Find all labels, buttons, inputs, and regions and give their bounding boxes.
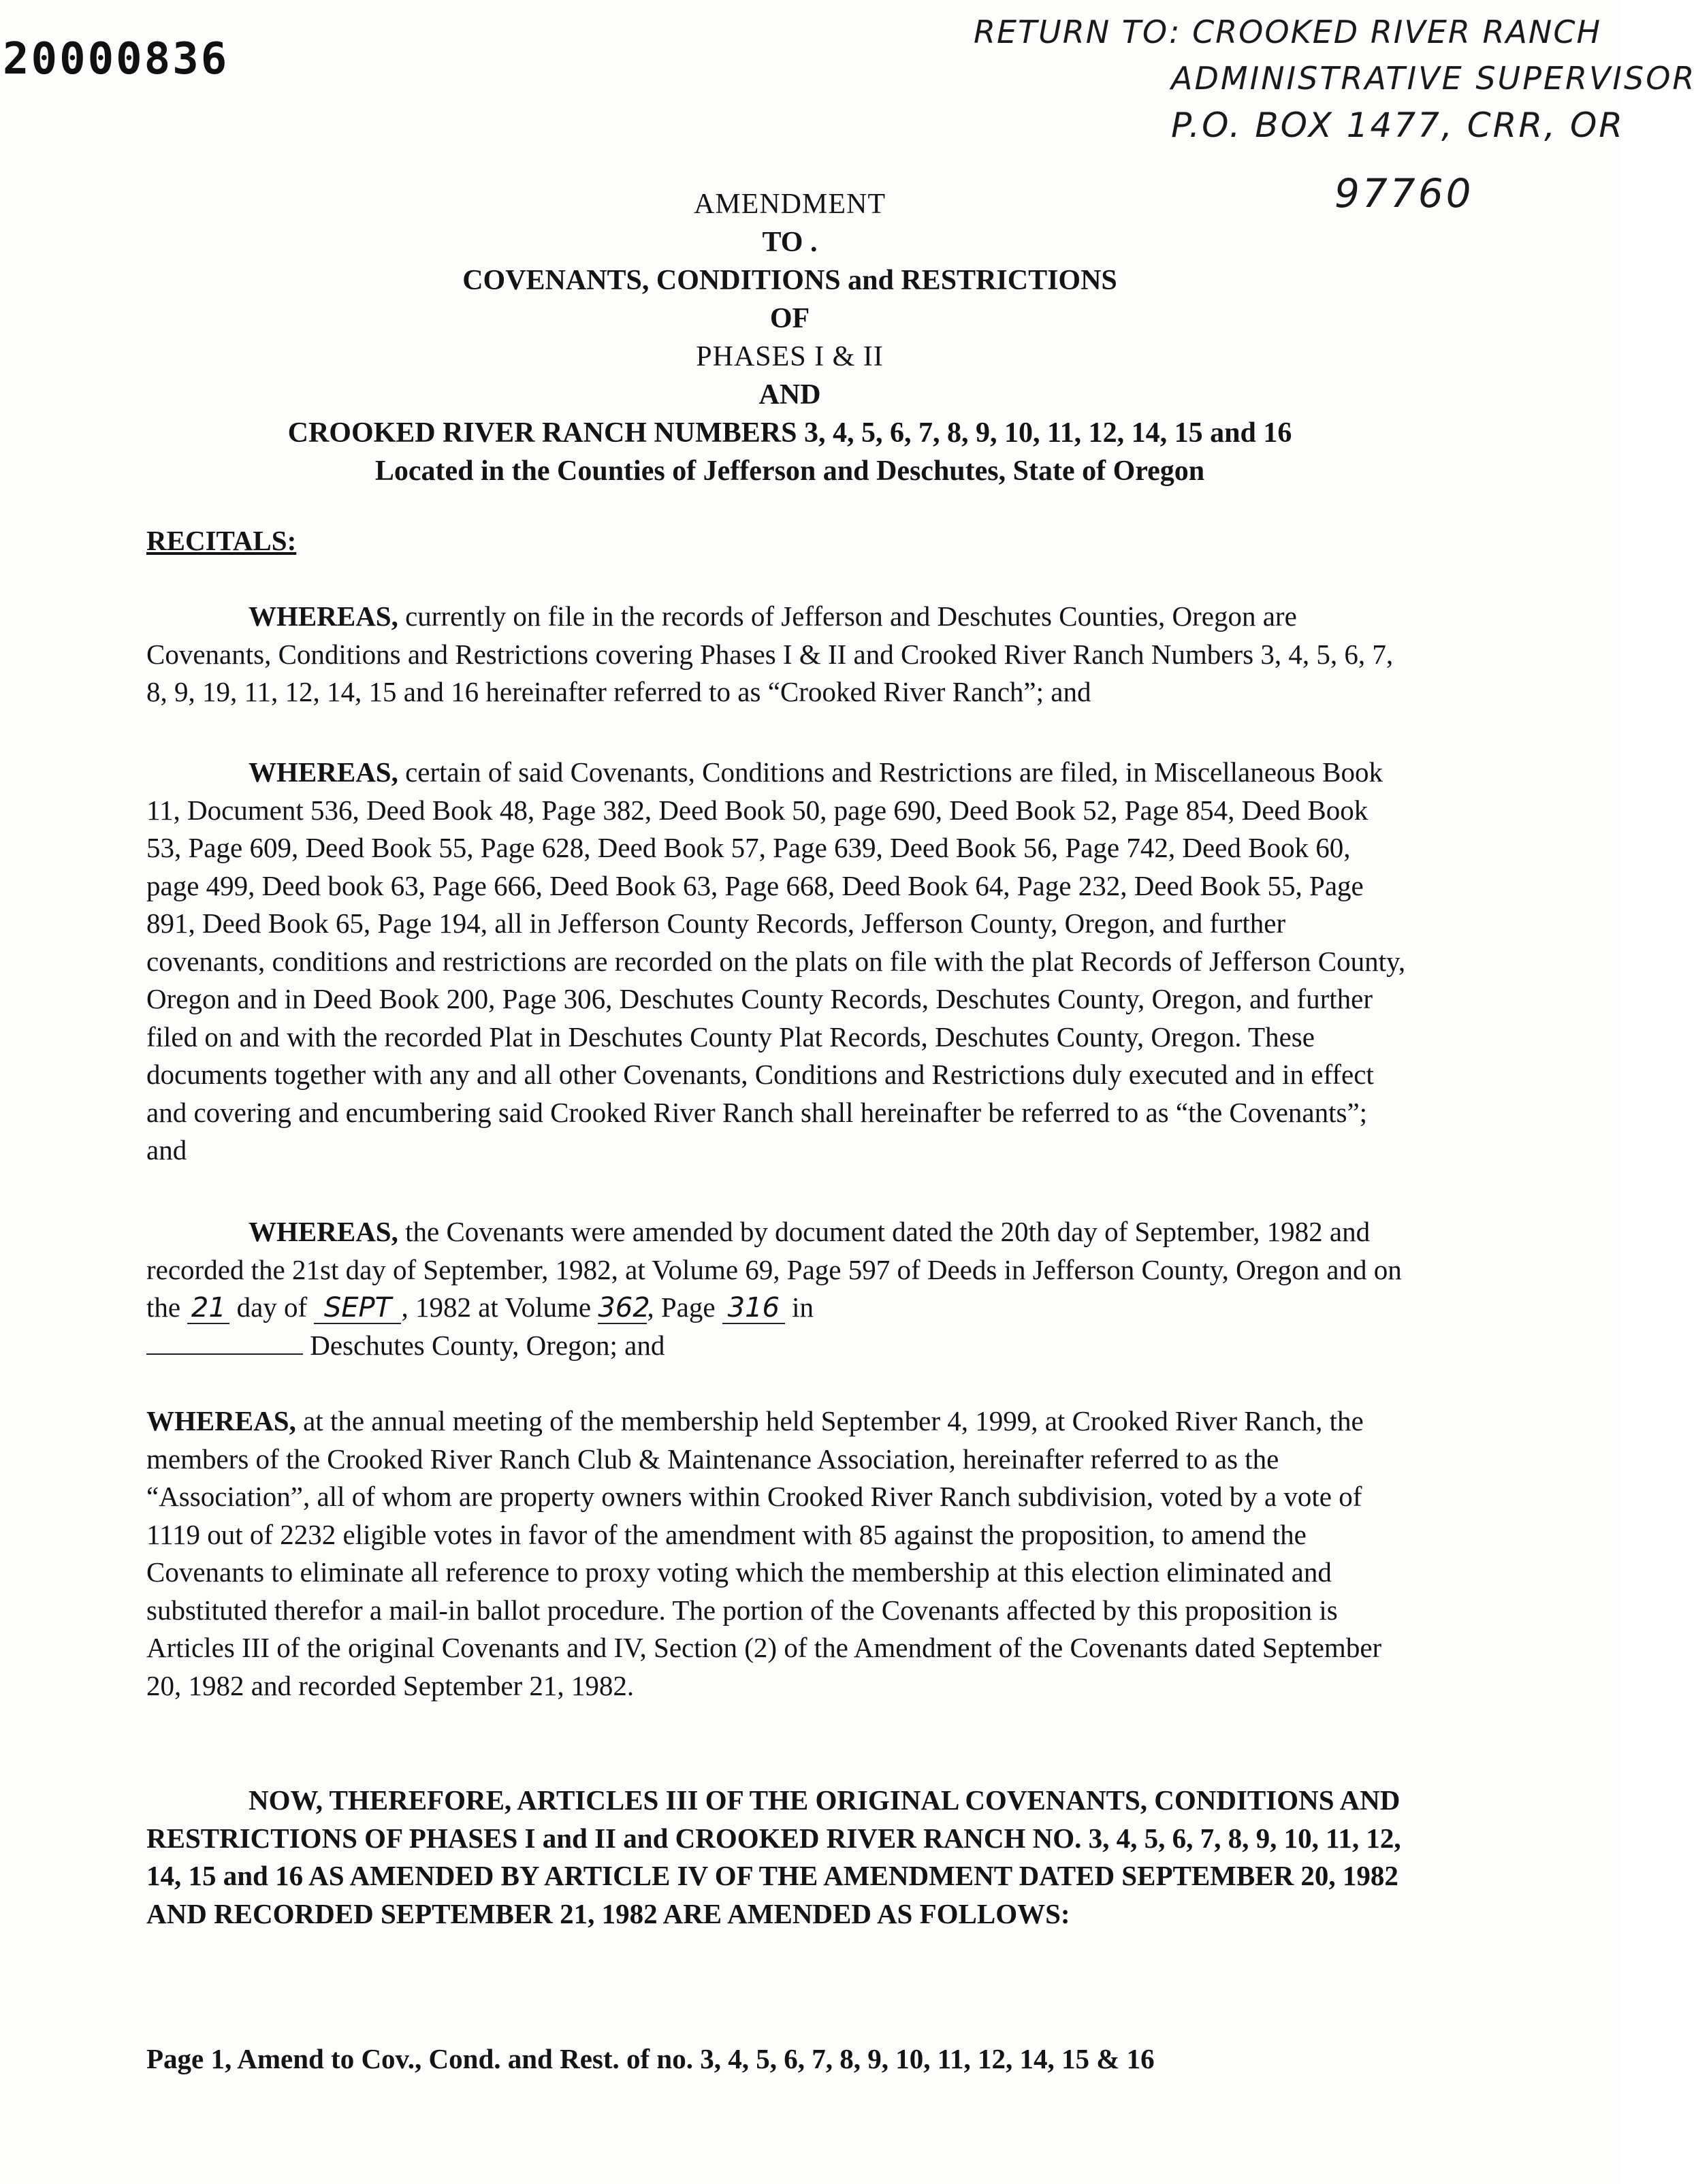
recorded-volume-fill: 362 <box>598 1292 650 1323</box>
handwritten-return-address-zip: 97760 <box>1334 170 1474 216</box>
recorded-month-fill: SEPT <box>314 1293 401 1324</box>
recital-paragraph-3 <box>146 1213 1409 1364</box>
recital-paragraph-1 <box>146 598 1409 711</box>
title-line-ranch-numbers: CROOKED RIVER RANCH NUMBERS 3, 4, 5, 6, 7, 8, 9, 10, 11, 12, 14, 15 and 16 <box>287 417 1292 449</box>
recital-3-text-e: in <box>784 1291 814 1323</box>
title-line-phases: PHASES I & II <box>696 341 884 372</box>
recital-2-lead: WHEREAS, <box>249 756 398 788</box>
handwritten-return-address-line-1: RETURN TO: CROOKED RIVER RANCH <box>974 14 1602 50</box>
title-line-covenants: COVENANTS, CONDITIONS and RESTRICTIONS <box>462 265 1117 296</box>
title-line-to: TO . <box>762 227 818 258</box>
document-number: 20000836 <box>3 34 229 84</box>
recital-paragraph-2 <box>146 754 1409 1170</box>
recital-3-text-c: , 1982 at Volume <box>401 1291 598 1323</box>
document-title <box>204 185 1375 490</box>
recital-3-text-b: day of <box>229 1291 315 1323</box>
title-line-location: Located in the Counties of Jefferson and Deschutes, State of Oregon <box>374 455 1205 487</box>
recorded-day-fill: 21 <box>187 1293 229 1324</box>
recital-4-lead: WHEREAS, <box>146 1405 296 1436</box>
title-line-amendment: AMENDMENT <box>694 189 886 220</box>
recorded-page-fill: 316 <box>722 1293 785 1324</box>
now-therefore-text: NOW, THEREFORE, ARTICLES III OF THE ORIGINAL COVENANTS, CONDITIONS AND RESTRICTIONS OF PHASES I and II and CROOKED RIVER RANCH NO. 3, 4, 5, 6, 7, 8, 9, 10, 11, 12, 14, 15 and 16 AS AMENDED BY ARTICLE IV OF THE AMENDMENT DATED SEPTEMBER 20, 1982 AND RECORDED SEPTEMBER 21, 1982 ARE AMENDED AS FOLLOWS: <box>146 1784 1401 1929</box>
recital-3-text-d: , Page <box>647 1291 722 1323</box>
recital-3-lead: WHEREAS, <box>249 1216 398 1247</box>
title-line-and: AND <box>758 379 821 411</box>
handwritten-return-address-line-3: P.O. BOX 1477, CRR, OR <box>1171 106 1625 145</box>
recital-1-text: currently on file in the records of Jefferson and Deschutes Counties, Oregon are Covenants, Conditions and Restrictions covering Phases I & II and Crooked River Ranch Numbers 3, 4, 5, 6, 7, 8, 9, 19, 11, 12, 14, 15 and 16 hereinafter referred to as “Crooked River Ranch”; and <box>146 600 1394 707</box>
recital-paragraph-4 <box>146 1402 1409 1705</box>
recital-3-text-f: Deschutes County, Oregon; and <box>303 1329 665 1361</box>
recital-4-text: at the annual meeting of the membership held September 4, 1999, at Crooked River Ranch, the members of the Crooked River Ranch Club & Maintenance Association, hereinafter referred to as the “Association”, all of whom are property owners within Crooked River Ranch subdivision, voted by a vote of 1119 out of 2232 eligible votes in favor of the amendment with 85 against the proposition, to amend the Covenants to eliminate all reference to proxy voting which the membership at this election eliminated and substituted therefor a mail-in ballot procedure. The portion of the Covenants affected by this proposition is Articles III of the original Covenants and IV, Section (2) of the Amendment of the Covenants dated September 20, 1982 and recorded September 21, 1982. <box>146 1405 1382 1701</box>
recitals-heading: RECITALS: <box>146 525 297 556</box>
recital-3-text-a: the Covenants were amended by document dated the 20th day of September, 1982 and recorded the 21st day of September, 1982, at Volume 69, Page 597 of Deeds in Jefferson County, Oregon and on the <box>146 1216 1402 1323</box>
title-line-of: OF <box>769 303 810 334</box>
recital-2-text: certain of said Covenants, Conditions and Restrictions are filed, in Miscellaneous Book 11, Document 536, Deed Book 48, Page 382, Deed Book 50, page 690, Deed Book 52, Page 854, Deed Book 53, Page 609, Deed Book 55, Page 628, Deed Book 57, Page 639, Deed Book 56, Page 742, Deed Book 60, page 499, Deed book 63, Page 666, Deed Book 63, Page 668, Deed Book 64, Page 232, Deed Book 55, Page 891, Deed Book 65, Page 194, all in Jefferson County Records, Jefferson County, Oregon, and further covenants, conditions and restrictions are recorded on the plats on file with the plat Records of Jefferson County, Oregon and in Deed Book 200, Page 306, Deschutes County Records, Deschutes County, Oregon, and further filed on and with the recorded Plat in Deschutes County Plat Records, Deschutes County, Oregon. These documents together with any and all other Covenants, Conditions and Restrictions duly executed and in effect and covering and encumbering said Crooked River Ranch shall hereinafter be referred to as “the Covenants”; and <box>146 756 1406 1166</box>
blank-line <box>146 1353 303 1355</box>
recital-1-lead: WHEREAS, <box>249 600 398 632</box>
handwritten-return-address-line-2: ADMINISTRATIVE SUPERVISOR <box>1171 60 1696 97</box>
page-footer: Page 1, Amend to Cov., Cond. and Rest. of no. 3, 4, 5, 6, 7, 8, 9, 10, 11, 12, 14, 15 & 16 <box>146 2043 1155 2074</box>
now-therefore-clause <box>146 1782 1426 1933</box>
